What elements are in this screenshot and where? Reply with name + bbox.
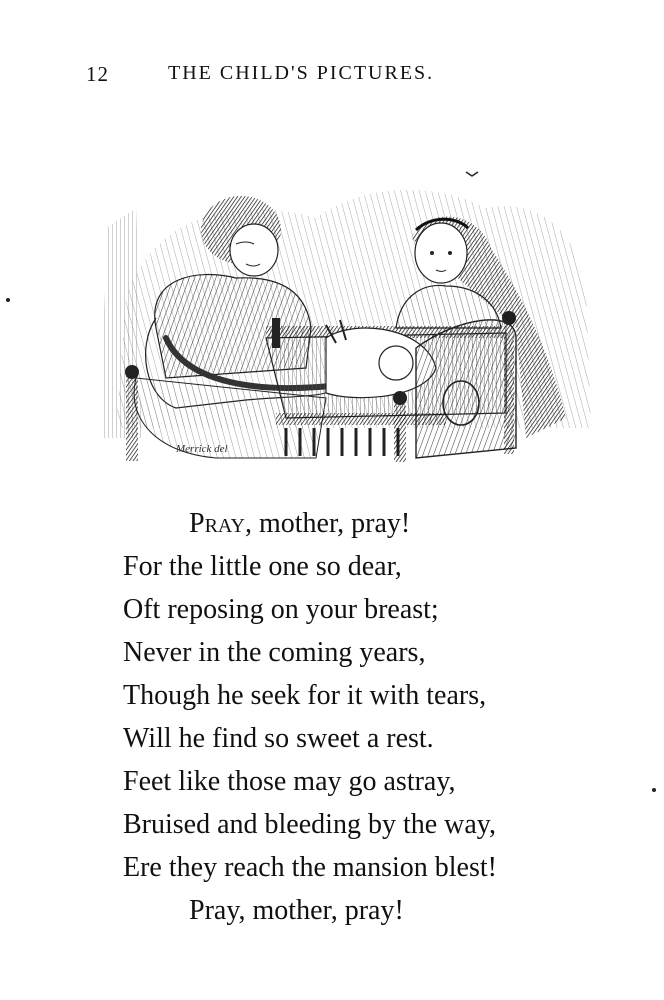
page-number: 12 xyxy=(86,62,109,86)
stray-ink-mark xyxy=(6,298,10,302)
poem xyxy=(123,502,623,932)
poem-line: Never in the coming years, xyxy=(123,637,426,668)
poem-closing-line: Pray, mother, pray! xyxy=(189,895,404,926)
artist-signature: Merrick del xyxy=(176,443,228,455)
drop-word: Pray xyxy=(189,508,245,539)
engraving-svg xyxy=(96,168,596,464)
poem-line: Though he seek for it with tears, xyxy=(123,680,487,711)
stray-ink-mark xyxy=(652,788,656,792)
poem-line: Ere they reach the mansion blest! xyxy=(123,852,497,883)
poem-line: For the little one so dear, xyxy=(123,551,402,582)
poem-opening-line xyxy=(123,502,623,545)
poem-line: Bruised and bleeding by the way, xyxy=(123,809,496,840)
engraving-illustration xyxy=(96,168,596,464)
running-title: THE CHILD'S PICTURES. xyxy=(168,62,435,84)
decorative-mark xyxy=(466,172,478,176)
poem-line: Will he find so sweet a rest. xyxy=(123,723,434,754)
opening-line-rest: , mother, pray! xyxy=(244,508,411,539)
poem-line: Oft reposing on your breast; xyxy=(123,594,439,625)
poem-line: Feet like those may go astray, xyxy=(123,766,456,797)
